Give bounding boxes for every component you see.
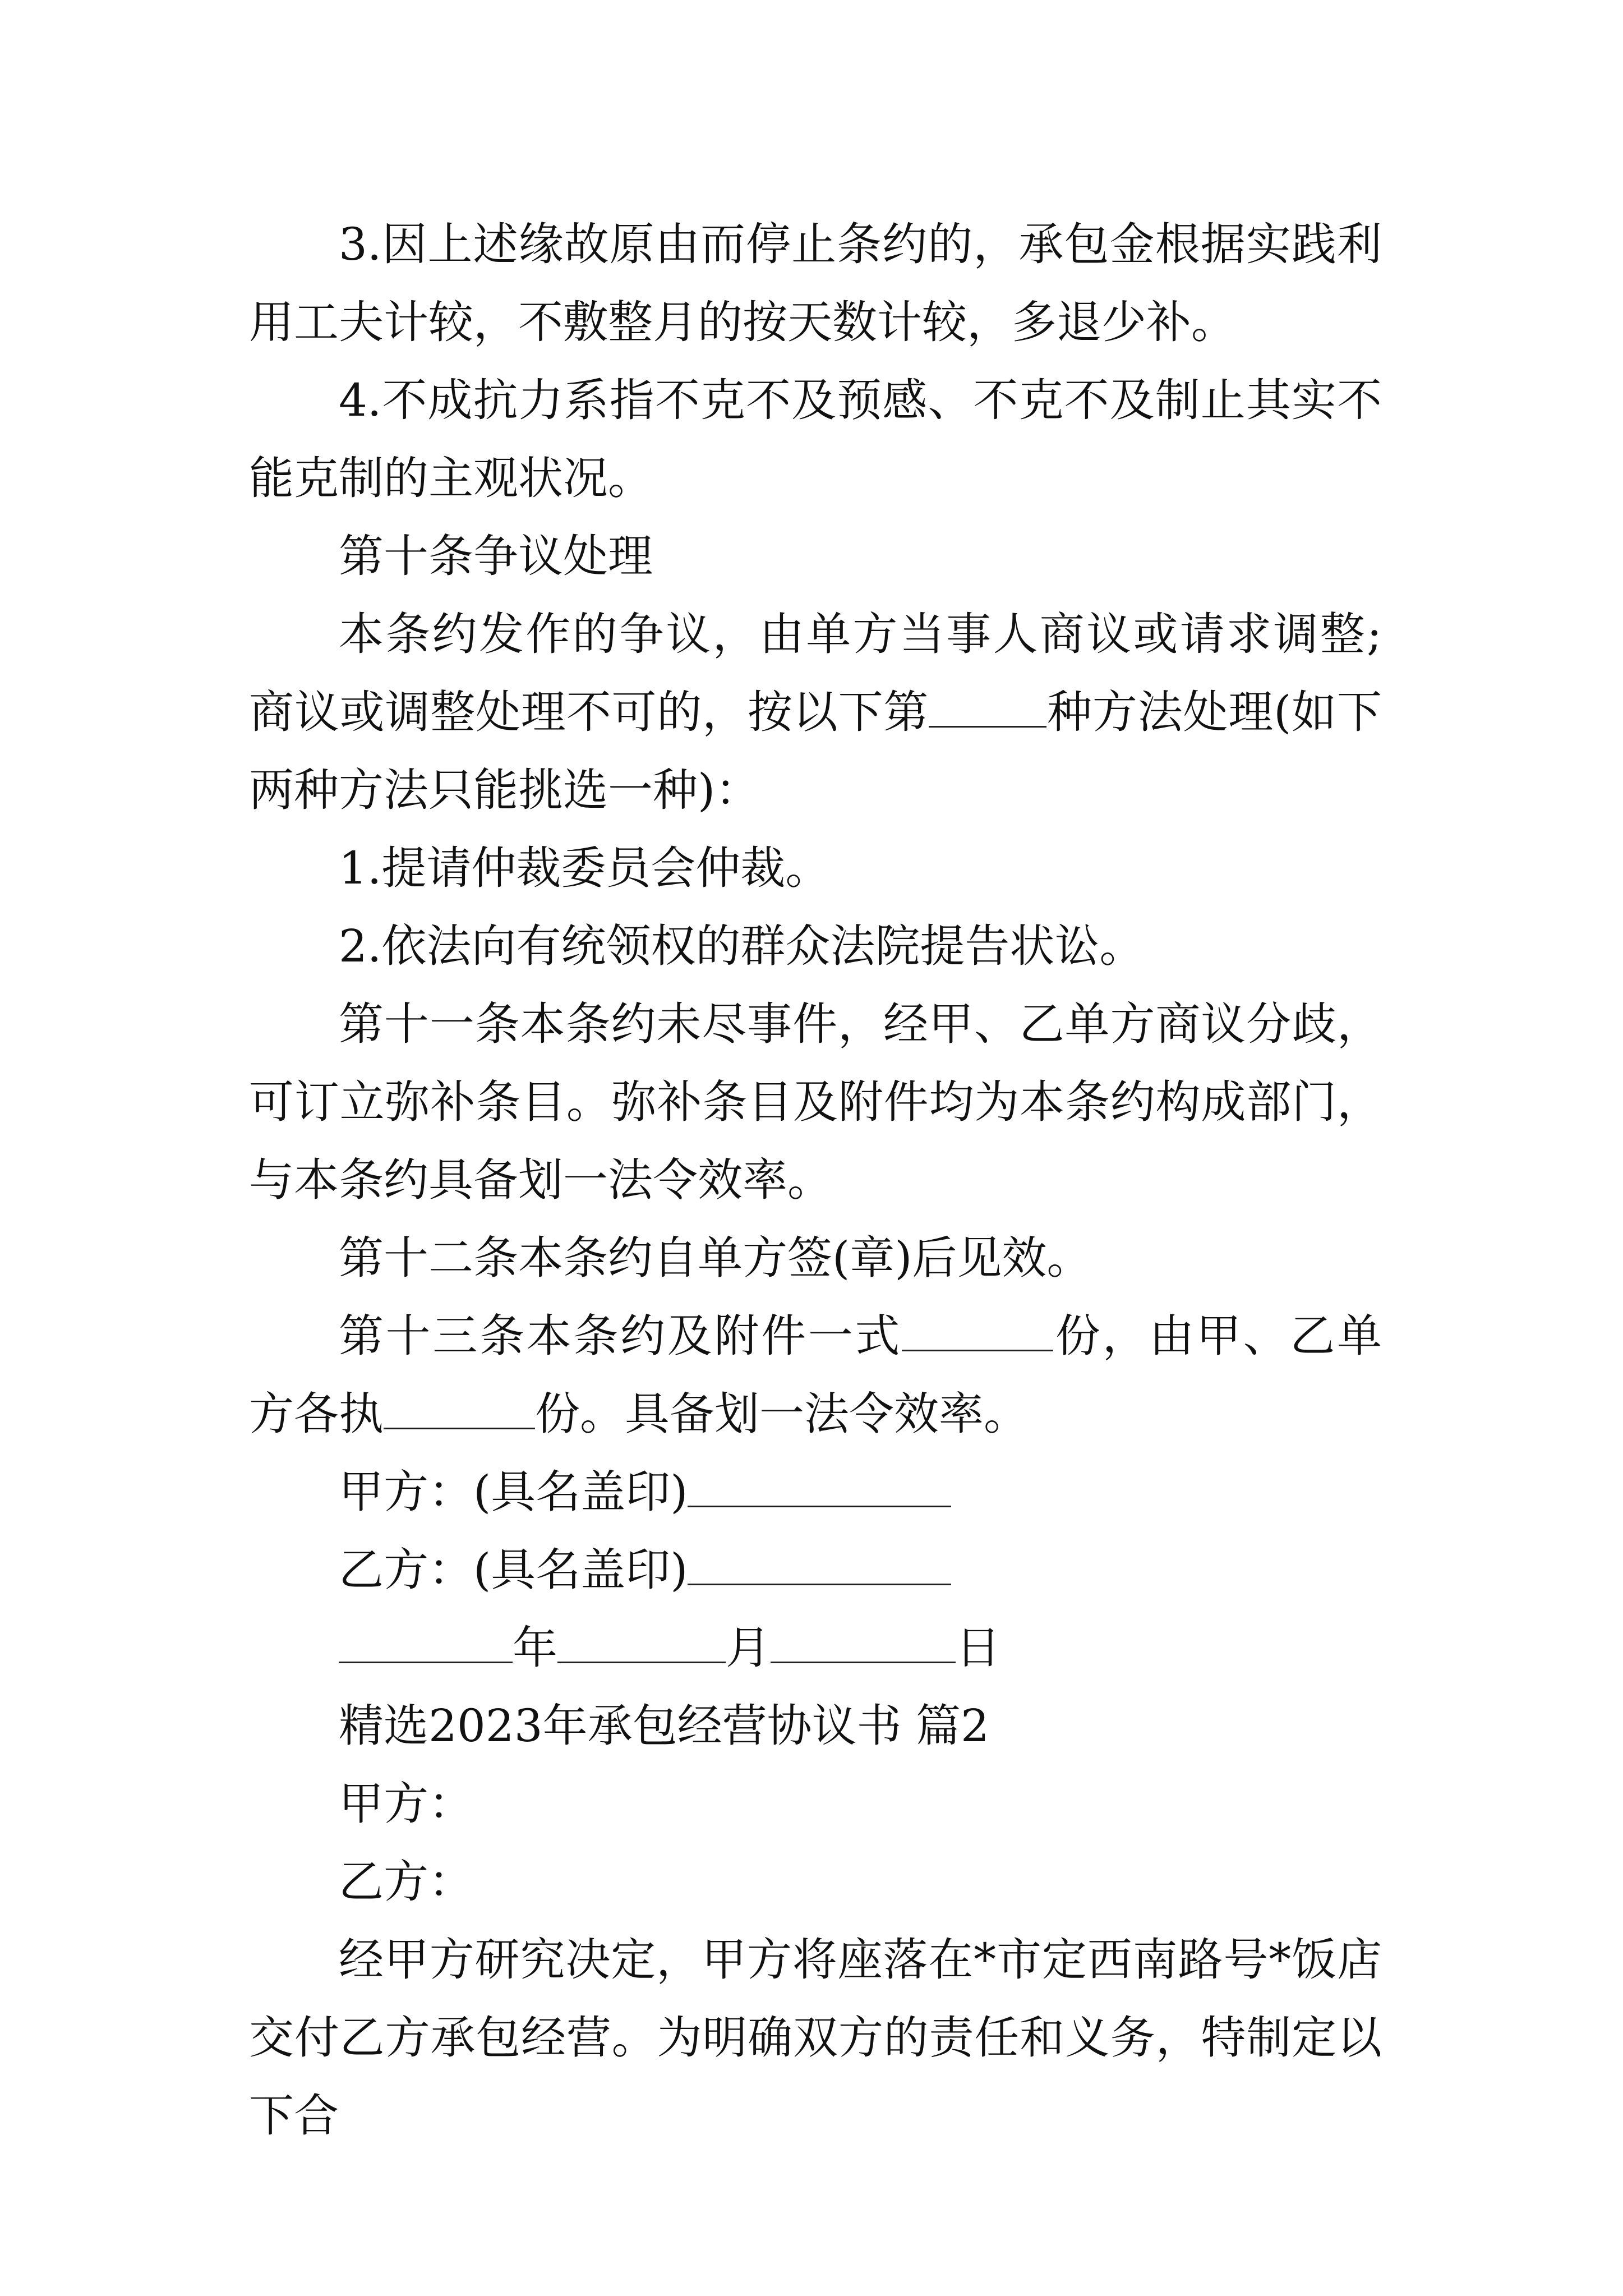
party-b-signature-label: 乙方：(具名盖印) [339, 1544, 688, 1596]
year-label: 年 [513, 1622, 557, 1674]
year-blank [339, 1621, 513, 1663]
paragraph-dispute-resolution [249, 595, 1382, 829]
paragraph-contract-intro: 经甲方研究决定，甲方将座落在*市定西南路号*饭店交付乙方承包经营。为明确双方的责任和义务，特制定以下合 [249, 1934, 1382, 2142]
article-11-paragraph: 第十一条本条约未尽事件，经甲、乙单方商议分歧，可订立弥补条目。弥补条目及附件均为本条约构成部门，与本条约具备划一法令效率。 [249, 998, 1382, 1206]
copies-total-blank [902, 1309, 1053, 1351]
dispute-text-part2: 种方法处理(如下两种方法只能挑选一种)： [249, 686, 1382, 816]
article-10-heading: 第十条争议处理 [339, 530, 653, 582]
day-label: 日 [956, 1622, 1000, 1674]
paragraph-clause-4: 4.不成抗力系指不克不及预感、不克不及制止其实不能克制的主观状况。 [249, 374, 1382, 504]
paragraph-lawsuit: 2.依法向有统领权的群众法院提告状讼。 [339, 920, 1145, 972]
paragraph-arbitration: 1.提请仲裁委员会仲裁。 [339, 842, 831, 894]
party-b-label: 乙方： [339, 1856, 473, 1908]
party-a-signature-blank [688, 1465, 951, 1507]
month-blank [557, 1621, 726, 1663]
article-13-part3: 份。具备划一法令效率。 [535, 1388, 1029, 1440]
month-label: 月 [726, 1622, 771, 1674]
article-13-paragraph [249, 1297, 1382, 1453]
party-a-signature-label: 甲方：(具名盖印) [339, 1466, 688, 1518]
day-blank [771, 1621, 956, 1663]
party-a-signature-line [249, 1453, 1382, 1531]
article-12-paragraph: 第十二条本条约自单方签(章)后见效。 [339, 1232, 1092, 1284]
method-number-blank [929, 685, 1046, 728]
dispute-text-part1: 本条约发作的争议，由单方当事人商议或请求调整;商议或调整处理不可的，按以下第 [249, 608, 1382, 738]
document-body [249, 205, 1382, 2155]
copies-each-blank [384, 1387, 535, 1429]
date-line [249, 1609, 1382, 1687]
party-a-label: 甲方： [339, 1778, 473, 1830]
article-13-part1: 第十三条本条约及附件一式 [339, 1310, 902, 1362]
paragraph-clause-3: 3.因上述缘故原由而停止条约的，承包金根据实践利用工夫计较，不敷整月的按天数计较，多退少补。 [249, 218, 1382, 348]
article-13-part2: 份，由甲、乙单方各执 [249, 1310, 1382, 1440]
party-b-signature-blank [688, 1543, 951, 1585]
section-title-part-2: 精选2023年承包经营协议书 篇2 [339, 1700, 989, 1752]
party-b-signature-line [249, 1531, 1382, 1609]
